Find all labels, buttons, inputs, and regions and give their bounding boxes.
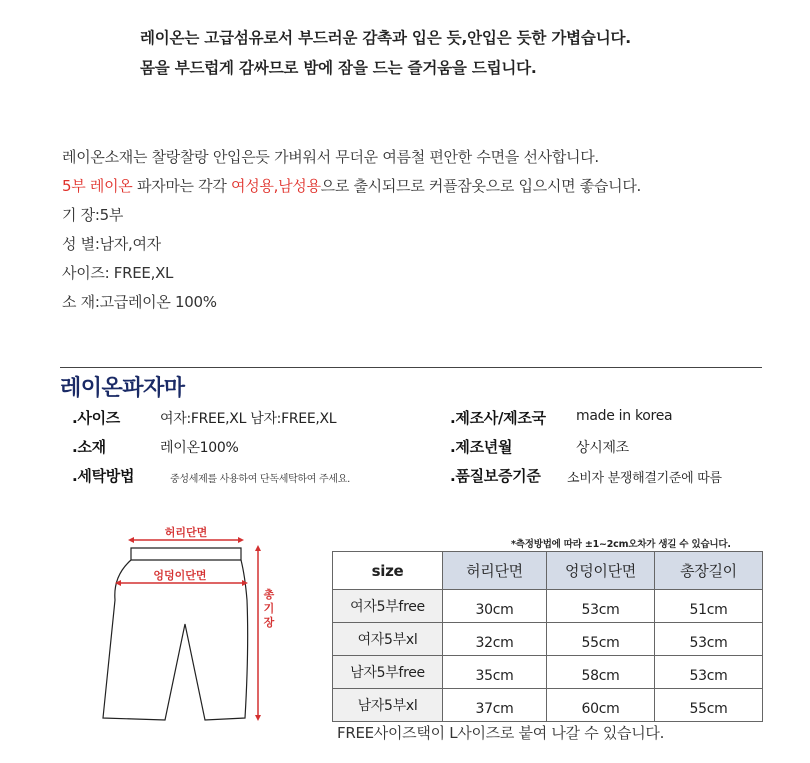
arrow-up-icon	[255, 545, 261, 551]
description-line-1: 레이온소재는 찰랑찰랑 안입은듯 가벼워서 무더운 여름철 편안한 수면을 선사합니다.	[62, 148, 599, 166]
wash-value: 중성세제를 사용하여 단독세탁하여 주세요.	[170, 474, 350, 485]
table-cell: 37cm	[443, 689, 547, 722]
spec-material: 소 재:고급레이온 100%	[62, 293, 217, 311]
spec-gender: 성 별:남자,여자	[62, 235, 161, 253]
description-text: 파자마는 각각	[132, 177, 232, 195]
table-row	[333, 623, 763, 656]
intro-line-2: 몸을 부드럽게 감싸므로 밤에 잠을 드는 즐거움을 드립니다.	[140, 59, 537, 77]
size-value: 여자:FREE,XL 남자:FREE,XL	[160, 411, 337, 427]
size-footnote: FREE사이즈택이 L사이즈로 붙여 나갈 수 있습니다.	[337, 724, 665, 742]
table-cell: 60cm	[547, 689, 655, 722]
title-divider	[60, 367, 762, 368]
waist-label: 허리단면	[164, 526, 208, 539]
table-cell: 51cm	[655, 590, 763, 623]
length-label: 총기장	[263, 588, 275, 629]
material-label: .소재	[72, 438, 106, 456]
table-cell: 32cm	[443, 623, 547, 656]
intro-line-1: 레이온는 고급섬유로서 부드러운 감촉과 입은 듯,안입은 듯한 가볍습니다.	[140, 29, 631, 47]
hip-label: 엉덩이단면	[153, 569, 207, 582]
row-label: 여자5부xl	[333, 623, 443, 656]
size-label: .사이즈	[72, 409, 120, 427]
table-row	[333, 590, 763, 623]
description-line-2	[62, 175, 641, 196]
material-value: 레이온100%	[160, 440, 239, 456]
maker-label: .제조사/제조국	[450, 409, 546, 427]
table-cell: 55cm	[655, 689, 763, 722]
row-label: 남자5부free	[333, 656, 443, 689]
warranty-value: 소비자 분쟁해결기준에 따름	[567, 471, 722, 486]
table-row	[333, 689, 763, 722]
product-title: 레이온파자마	[60, 376, 185, 401]
measurement-note: *측정방법에 따라 ±1~2cm오차가 생길 수 있습니다.	[511, 539, 731, 550]
header-cell: 총장길이	[655, 552, 763, 590]
table-cell: 53cm	[655, 656, 763, 689]
table-row	[333, 656, 763, 689]
table-cell: 55cm	[547, 623, 655, 656]
table-cell: 53cm	[655, 623, 763, 656]
table-cell: 30cm	[443, 590, 547, 623]
wash-label: .세탁방법	[72, 467, 135, 485]
highlight-product-name: 5부 레이온	[62, 177, 133, 195]
warranty-label: .품질보증기준	[450, 467, 541, 485]
description-text: 으로 출시되므로 커플잠옷으로 입으시면 좋습니다.	[320, 177, 641, 195]
arrow-left-icon	[128, 537, 134, 543]
arrow-down-icon	[255, 715, 261, 721]
size-table	[332, 551, 763, 722]
spec-length: 기 장:5부	[62, 206, 124, 224]
header-cell: size	[333, 552, 443, 590]
maker-value: made in korea	[576, 408, 673, 424]
spec-size: 사이즈: FREE,XL	[62, 264, 174, 282]
table-cell: 35cm	[443, 656, 547, 689]
shorts-outline	[103, 560, 248, 720]
table-cell: 53cm	[547, 590, 655, 623]
header-cell: 허리단면	[443, 552, 547, 590]
highlight-gender: 여성용,남성용	[231, 177, 321, 195]
date-value: 상시제조	[576, 440, 629, 456]
header-cell: 엉덩이단면	[547, 552, 655, 590]
arrow-right-icon	[238, 537, 244, 543]
date-label: .제조년월	[450, 438, 513, 456]
table-header-row	[333, 552, 763, 590]
table-cell: 58cm	[547, 656, 655, 689]
row-label: 남자5부xl	[333, 689, 443, 722]
row-label: 여자5부free	[333, 590, 443, 623]
waistband-outline	[131, 548, 241, 560]
